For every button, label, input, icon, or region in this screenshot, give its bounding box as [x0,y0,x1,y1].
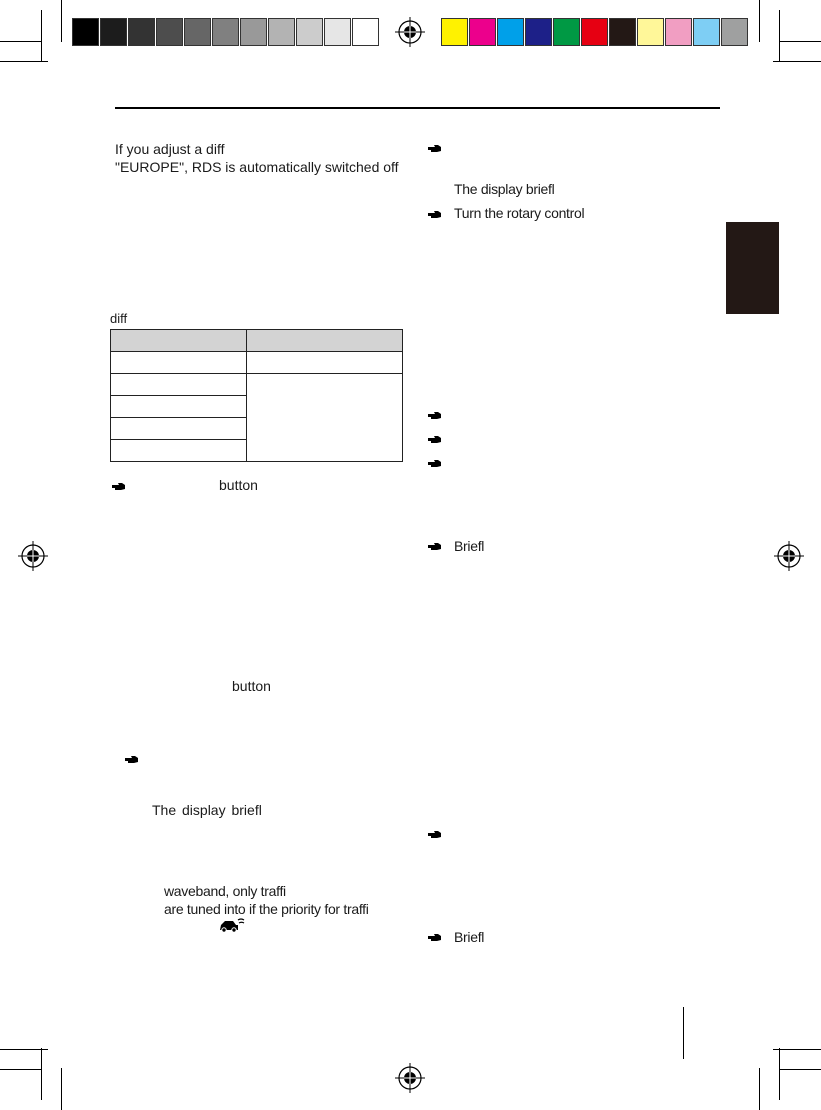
crop-mark-tr-h [773,61,821,62]
registration-mark-top-icon [395,17,425,47]
pointing-hand-icon [428,459,442,468]
table-cell [111,440,247,462]
page-number-divider [683,1007,684,1059]
color-swatch [581,18,608,46]
crop-mark-tl-v2 [61,0,62,42]
color-swatch [553,18,580,46]
color-swatch [721,18,748,46]
display-brief-left: The display briefl [152,802,262,818]
button-label-1: button [219,477,258,493]
crop-mark-bl-h2 [0,1069,42,1070]
table-cell [111,396,247,418]
gray-swatch [100,18,127,46]
crop-mark-tr-h2 [779,41,821,42]
briefl-text-1: Briefl [454,538,485,554]
traffic-car-icon [218,917,245,933]
crop-mark-tl-h [0,61,48,62]
crop-mark-bl-v [41,1048,42,1100]
display-brief-right: The display briefl [454,181,555,197]
crop-mark-tl-v [41,10,42,62]
table-header-cell [111,330,247,352]
crop-mark-tr-v [779,10,780,62]
table-cell [111,374,247,396]
gray-swatch [184,18,211,46]
crop-mark-br-h2 [779,1069,821,1070]
color-swatch [497,18,524,46]
gray-swatch [296,18,323,46]
pointing-hand-icon [125,755,139,764]
table-header-cell [247,330,403,352]
gray-swatch [72,18,99,46]
crop-mark-bl-v2 [61,1068,62,1110]
rotary-control-text: Turn the rotary control [454,205,585,221]
gray-swatch [240,18,267,46]
table-row [111,374,403,396]
paragraph-adjust-line1: If you adjust a diff [115,141,225,157]
crop-mark-br-v2 [759,1068,760,1110]
language-tab [726,222,779,314]
registration-mark-right-icon [774,541,804,571]
table-cell [111,352,247,374]
crop-mark-bl-h [0,1049,48,1050]
header-rule [115,107,720,109]
crop-mark-tr-v2 [759,0,760,42]
table-cell [247,352,403,374]
registration-mark-bottom-icon [395,1063,425,1093]
pointing-hand-icon [112,482,126,491]
color-swatch [693,18,720,46]
color-swatch [637,18,664,46]
color-swatch [609,18,636,46]
gray-swatch [268,18,295,46]
color-swatch [525,18,552,46]
color-swatch [441,18,468,46]
gray-swatch [324,18,351,46]
gray-swatch [156,18,183,46]
table-row [111,352,403,374]
crop-mark-tl-h2 [0,41,42,42]
briefl-text-2: Briefl [454,929,485,945]
button-label-2: button [232,678,271,694]
traffic-line2: are tuned into if the priority for traffi [164,901,369,917]
pointing-hand-icon [428,435,442,444]
crop-mark-br-h [773,1049,821,1050]
pointing-hand-icon [428,411,442,420]
color-swatch [665,18,692,46]
gray-swatch [128,18,155,46]
pointing-hand-icon [428,933,442,942]
table-cell-merged [247,374,403,462]
color-swatch [469,18,496,46]
pointing-hand-icon [428,210,442,219]
registration-mark-left-icon [18,541,48,571]
table-header-row [111,330,403,352]
pointing-hand-icon [428,830,442,839]
gray-swatch [352,18,379,46]
frequency-table [110,329,403,462]
pointing-hand-icon [428,542,442,551]
pointing-hand-icon [428,144,442,153]
table-cell [111,418,247,440]
gray-swatch [212,18,239,46]
traffic-line1: waveband, only traffi [164,883,286,899]
table-caption: diff [110,311,128,326]
paragraph-adjust-line2: "EUROPE", RDS is automatically switched off [115,159,399,175]
crop-mark-br-v [779,1048,780,1100]
